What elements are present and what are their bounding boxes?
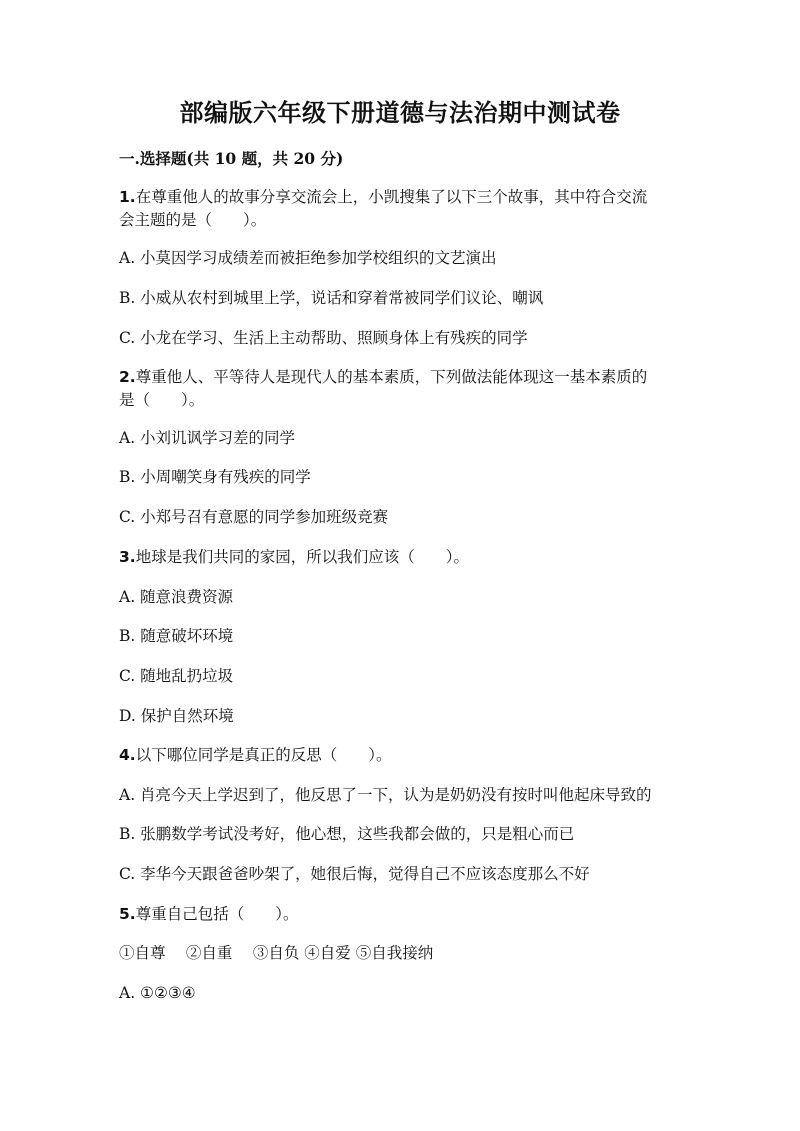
question-1-stem-line2: 会主题的是（ ）。 xyxy=(119,211,267,229)
question-3-option-a: A. 随意浪费资源 xyxy=(119,588,234,606)
section-heading: 一.选择题(共 10 题，共 20 分) xyxy=(119,149,344,168)
question-2-option-a: A. 小刘讥讽学习差的同学 xyxy=(119,429,296,447)
question-2-stem xyxy=(119,366,689,389)
question-2-number: 2. xyxy=(119,368,136,386)
question-1-option-a: A. 小莫因学习成绩差而被拒绝参加学校组织的文艺演出 xyxy=(119,249,497,267)
question-1-option-c: C. 小龙在学习、生活上主动帮助、照顾身体上有残疾的同学 xyxy=(119,329,528,347)
question-3-option-c: C. 随地乱扔垃圾 xyxy=(119,667,234,685)
question-5-stem-line1: 尊重自己包括（ ）。 xyxy=(135,905,299,923)
question-4-number: 4. xyxy=(119,746,136,764)
question-2-option-c: C. 小郑号召有意愿的同学参加班级竞赛 xyxy=(119,508,389,526)
question-5-choices: ①自尊 ②自重 ③自负 ④自爱 ⑤自我接纳 xyxy=(119,944,434,962)
question-1-option-b: B. 小威从农村到城里上学，说话和穿着常被同学们议论、嘲讽 xyxy=(119,289,544,307)
question-4-stem-line1: 以下哪位同学是真正的反思（ ）。 xyxy=(135,746,392,764)
question-3-stem-line1: 地球是我们共同的家园，所以我们应该（ ）。 xyxy=(135,548,469,566)
question-5-option-a: A. ①②③④ xyxy=(119,984,196,1002)
question-3-number: 3. xyxy=(119,548,136,566)
question-1-stem xyxy=(119,186,689,209)
question-3-option-d: D. 保护自然环境 xyxy=(119,707,234,725)
question-4-stem xyxy=(119,744,689,767)
question-1-stem-line1: 在尊重他人的故事分享交流会上，小凯搜集了以下三个故事，其中符合交流 xyxy=(135,188,648,206)
question-4-option-a: A. 肖亮今天上学迟到了，他反思了一下，认为是奶奶没有按时叫他起床导致的 xyxy=(119,786,652,804)
question-2-option-b: B. 小周嘲笑身有残疾的同学 xyxy=(119,468,311,486)
question-3-option-b: B. 随意破坏环境 xyxy=(119,627,234,645)
page-title: 部编版六年级下册道德与法治期中测试卷 xyxy=(179,98,621,127)
question-4-option-c: C. 李华今天跟爸爸吵架了，她很后悔，觉得自己不应该态度那么不好 xyxy=(119,865,590,883)
question-5-stem xyxy=(119,903,689,926)
question-1-number: 1. xyxy=(119,188,136,206)
question-5-number: 5. xyxy=(119,905,136,923)
question-3-stem xyxy=(119,546,689,569)
question-4-option-b: B. 张鹏数学考试没考好，他心想，这些我都会做的，只是粗心而已 xyxy=(119,825,575,843)
question-2-stem-line1: 尊重他人、平等待人是现代人的基本素质，下列做法能体现这一基本素质的 xyxy=(135,368,648,386)
question-2-stem-line2: 是（ ）。 xyxy=(119,391,205,409)
